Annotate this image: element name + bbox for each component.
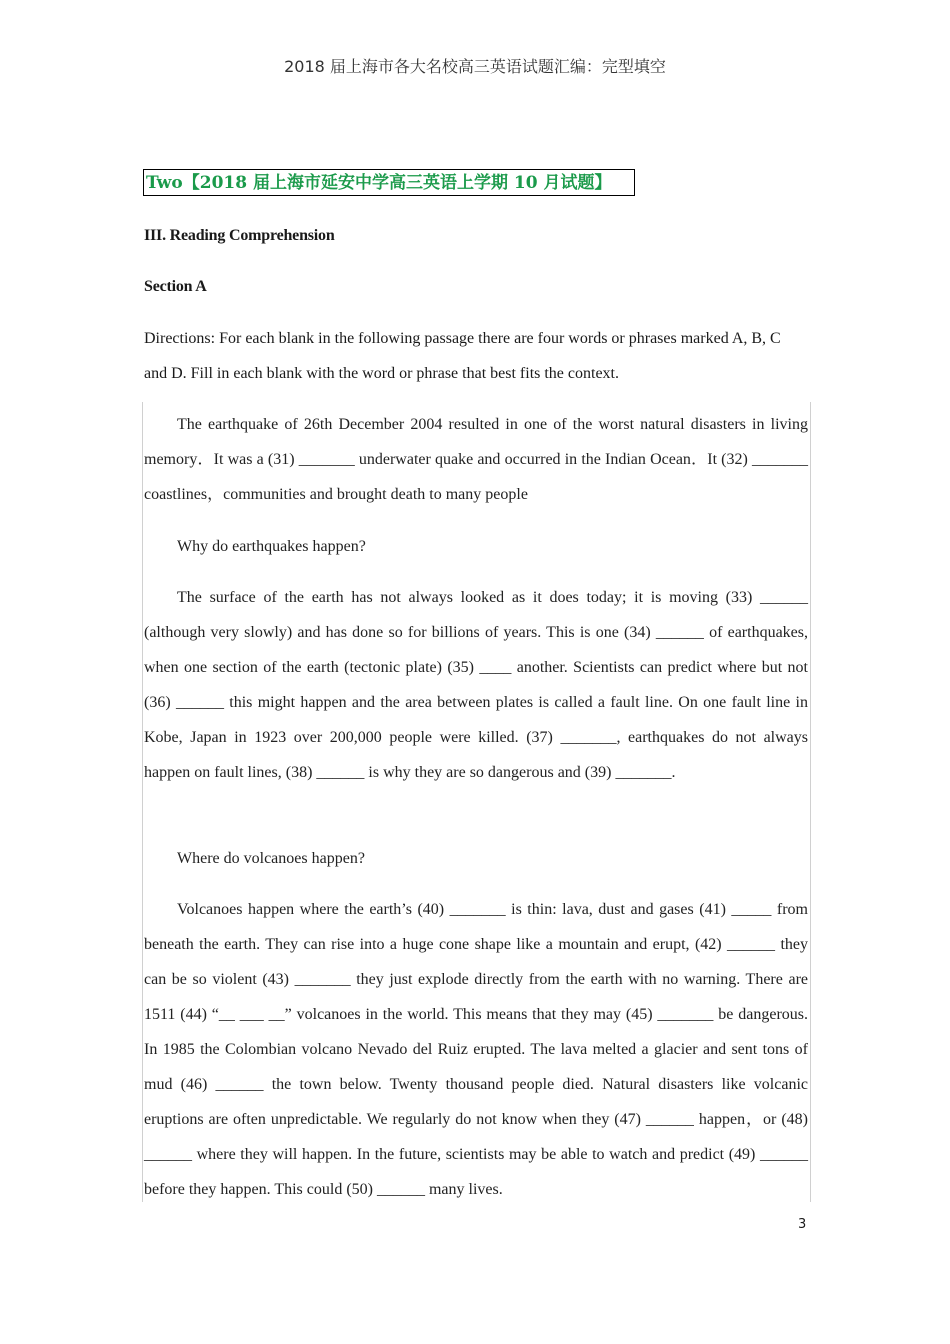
question-heading-earthquakes: Why do earthquakes happen? bbox=[177, 538, 366, 555]
passage-paragraph-1: The earthquake of 26th December 2004 resulted in one of the worst natural disasters in living memory．It was a (31) _______ underwater quake and occurred in the Indian Ocean．It (32) _______ coastlines，communities and brought death to many people bbox=[144, 416, 808, 503]
subsection-title: Section A bbox=[144, 278, 207, 295]
passage-paragraph-2: The surface of the earth has not always looked as it does today; it is moving (33) ______ (although very slowly) and has done so for billions of years. This is one (34) ______ of earthquakes, when one section of the earth (tectonic plate) (35) ____ another. Scientists can predict where but not (36) ______ this might happen and the area between plates is called a fault line. On one fault line in Kobe, Japan in 1923 over 200,000 people were killed. (37) _______, earthquakes do not always happen on fault lines, (38) ______ is why they are so dangerous and (39) _______. bbox=[144, 589, 808, 781]
page-number: 3 bbox=[798, 1217, 807, 1232]
page-header: 2018 届上海市各大名校高三英语试题汇编：完型填空 bbox=[284, 57, 666, 76]
question-heading-volcanoes: Where do volcanoes happen? bbox=[177, 850, 365, 867]
passage-paragraph-3: Volcanoes happen where the earth’s (40) _______ is thin: lava, dust and gases (41) _____ from beneath the earth. They can rise into a huge cone shape like a mountain and erupt, (42) ______ they can be so violent (43) _______ they just explode directly from the earth with no warning. There are 1511 (44) “__ ___ __” volcanoes in the world. This means that they may (45) _______ be dangerous. In 1985 the Colombian volcano Nevado del Ruiz erupted. The lava melted a glacier and sent tons of mud (46) ______ the town below. Twenty thousand people died. Natural disasters like volcanic eruptions are often unpredictable. We regularly do not know when they (47) ______ happen，or (48) ______ where they will happen. In the future, scientists may be able to watch and predict (49) ______ before they happen. This could (50) ______ many lives. bbox=[144, 901, 808, 1198]
directions-text: Directions: For each blank in the following passage there are four words or phrases marked A, B, C and D. Fill in each blank with the word or phrase that best fits the context. bbox=[144, 330, 781, 382]
section-title: III. Reading Comprehension bbox=[144, 227, 335, 244]
source-label-box: Two【2018 届上海市延安中学高三英语上学期 10 月试题】 bbox=[143, 169, 635, 196]
